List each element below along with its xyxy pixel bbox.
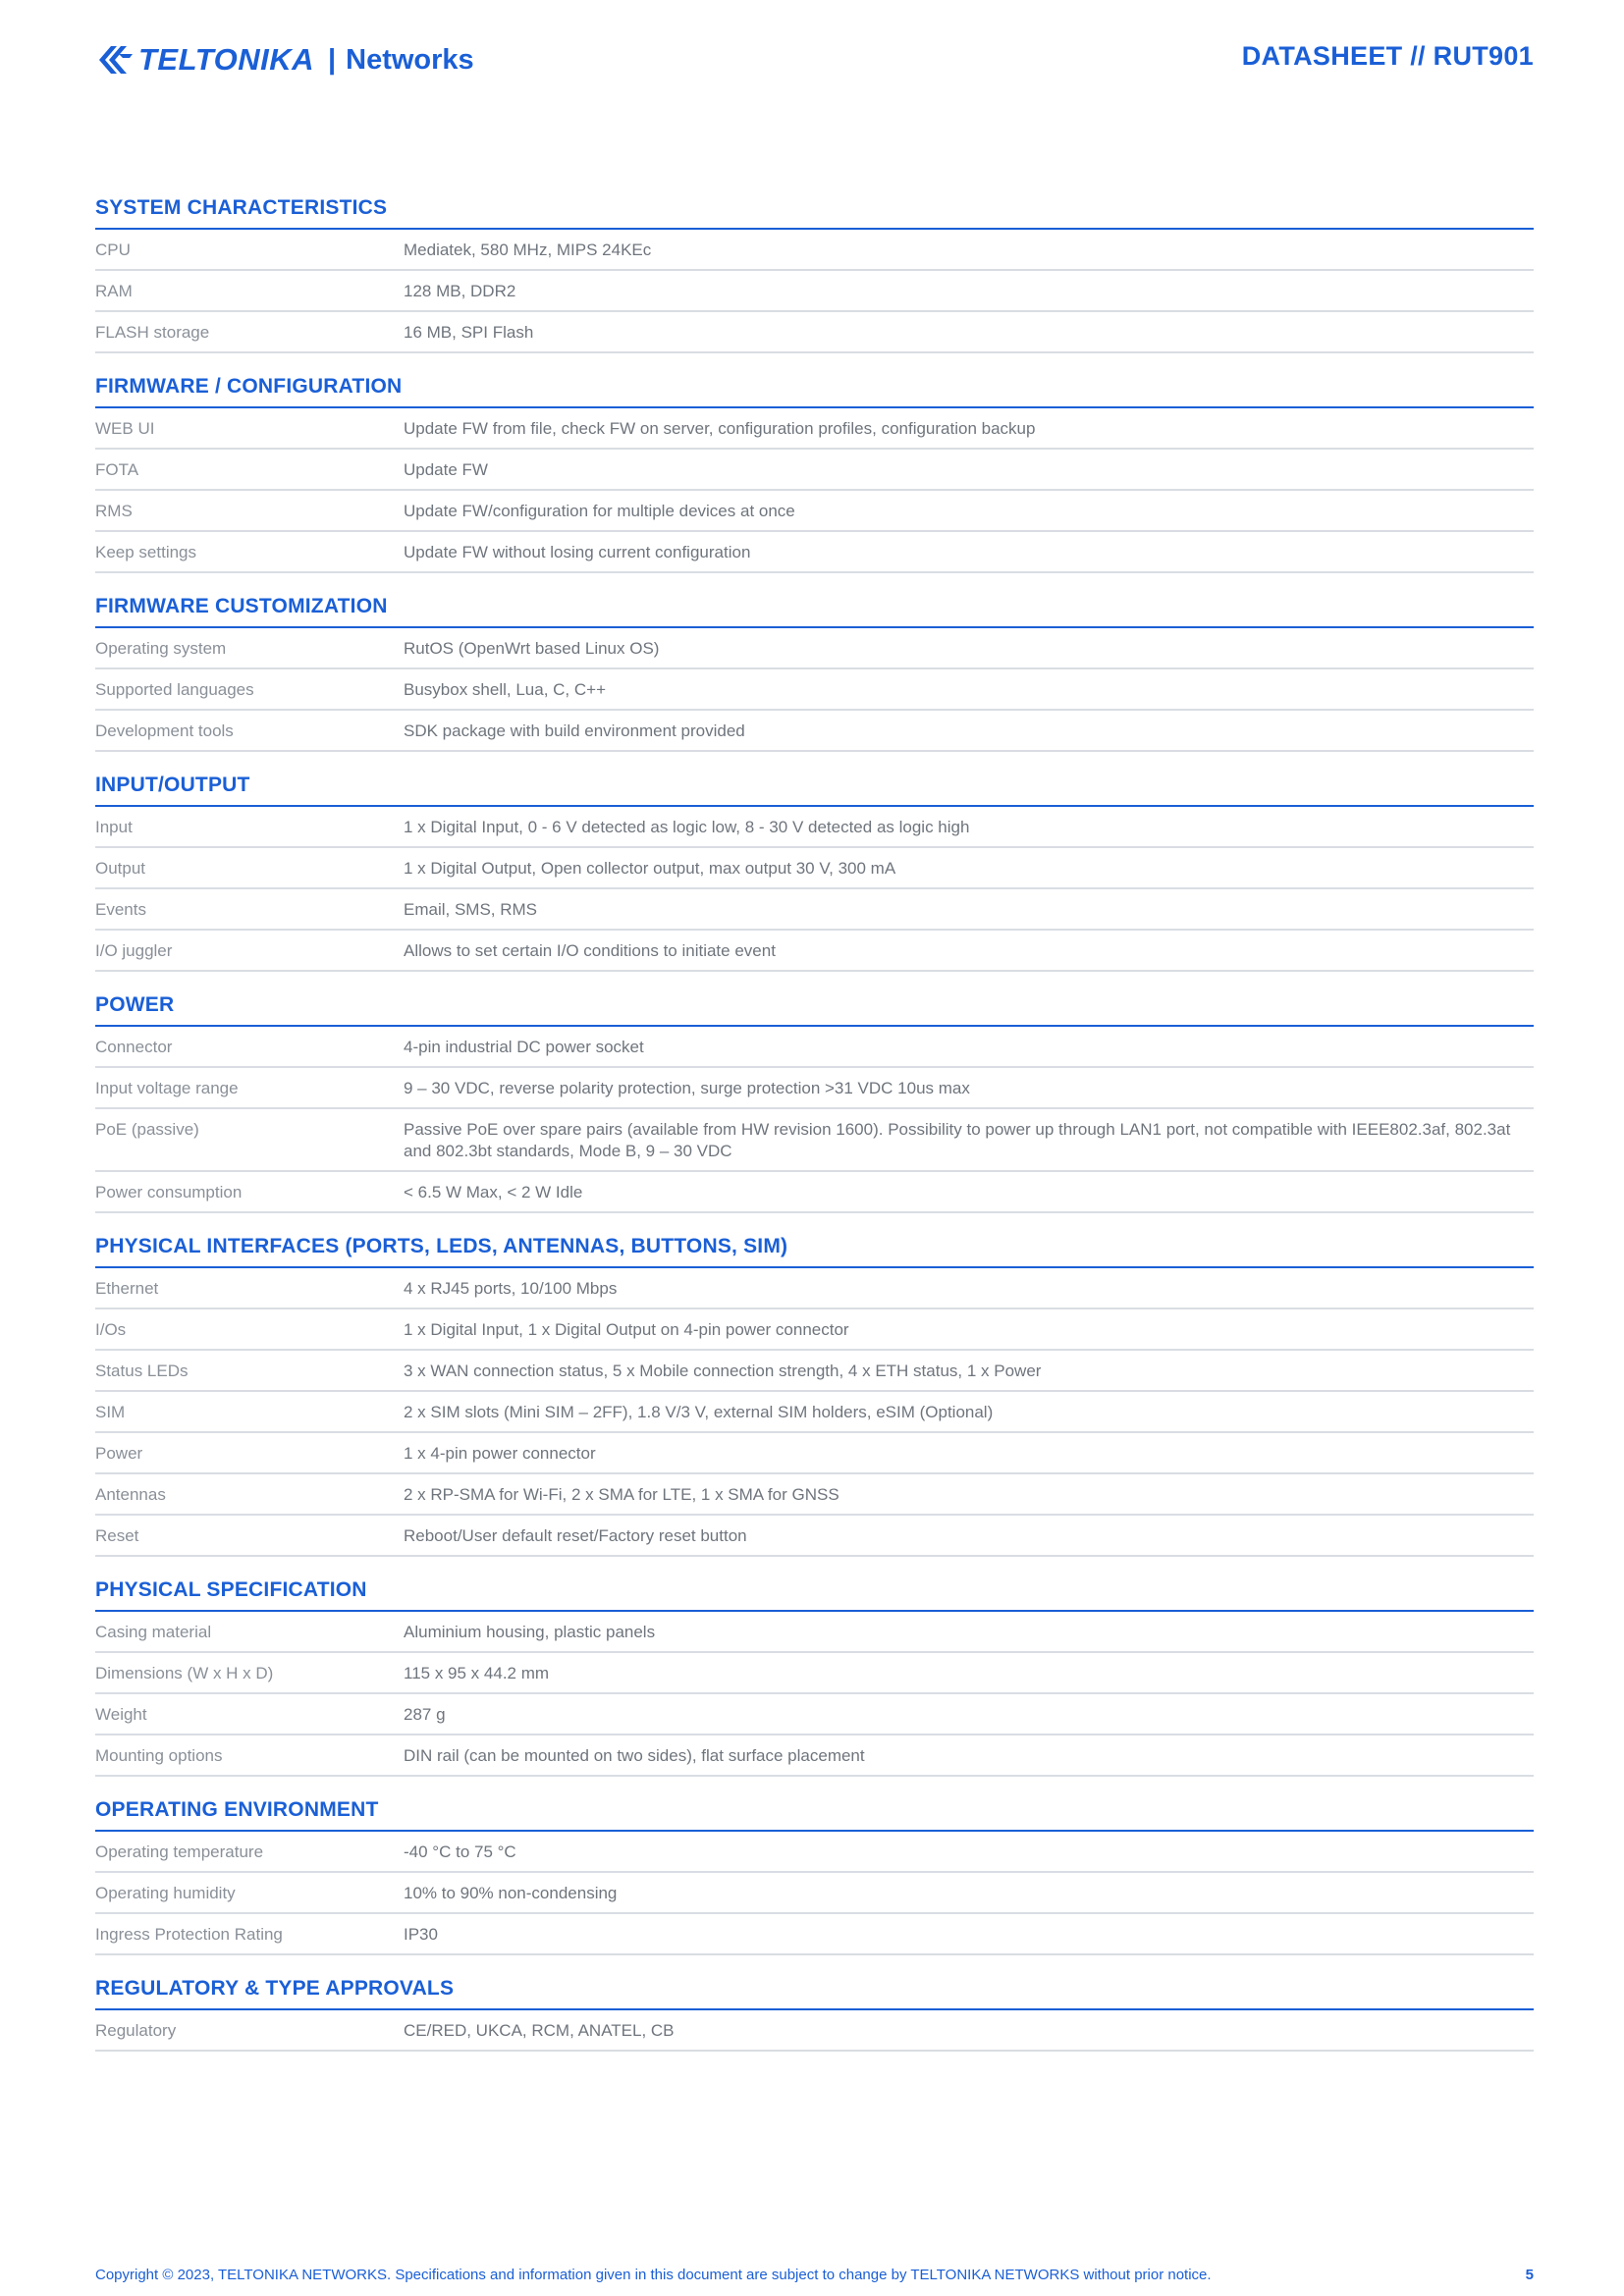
section-title: INPUT/OUTPUT (95, 774, 1534, 807)
spec-section (95, 1578, 1534, 1777)
logo-subtitle: Networks (346, 43, 474, 76)
spec-section (95, 993, 1534, 1213)
logo-separator: | (328, 43, 337, 76)
spec-value: Update FW from file, check FW on server, configuration profiles, configuration backup (404, 419, 1036, 438)
spec-row (95, 1474, 1534, 1516)
spec-row (95, 889, 1534, 931)
spec-row (95, 1873, 1534, 1914)
spec-row (95, 807, 1534, 848)
spec-value: SDK package with build environment provided (404, 721, 745, 740)
spec-value: 4 x RJ45 ports, 10/100 Mbps (404, 1279, 618, 1298)
spec-label: Operating temperature (95, 1842, 264, 1861)
spec-label: Ethernet (95, 1279, 159, 1298)
spec-row (95, 1433, 1534, 1474)
spec-label: Connector (95, 1038, 173, 1056)
spec-section (95, 196, 1534, 353)
section-title: FIRMWARE / CONFIGURATION (95, 375, 1534, 408)
spec-row (95, 230, 1534, 271)
spec-value: RutOS (OpenWrt based Linux OS) (404, 639, 660, 658)
spec-label: Regulatory (95, 2021, 177, 2040)
spec-value: 2 x RP-SMA for Wi-Fi, 2 x SMA for LTE, 1 x SMA for GNSS (404, 1485, 839, 1504)
spec-row (95, 532, 1534, 573)
spec-row (95, 1027, 1534, 1068)
spec-label: SIM (95, 1403, 126, 1421)
spec-label: Operating system (95, 639, 227, 658)
spec-row (95, 312, 1534, 353)
page-number: 5 (1525, 2267, 1534, 2283)
spec-label: Supported languages (95, 680, 254, 699)
spec-section (95, 1798, 1534, 1955)
spec-row (95, 450, 1534, 491)
spec-value: DIN rail (can be mounted on two sides), flat surface placement (404, 1746, 865, 1765)
spec-label: Input (95, 818, 133, 836)
spec-row (95, 491, 1534, 532)
spec-label: Casing material (95, 1623, 212, 1641)
spec-section (95, 375, 1534, 573)
spec-row (95, 1735, 1534, 1777)
copyright-notice: Copyright © 2023, TELTONIKA NETWORKS. Specifications and information given in this document are subject to change by TELTONIKA NETWORKS without prior notice. (95, 2267, 1212, 2283)
spec-row (95, 271, 1534, 312)
spec-value: 2 x SIM slots (Mini SIM – 2FF), 1.8 V/3 V, external SIM holders, eSIM (Optional) (404, 1403, 994, 1421)
spec-row (95, 408, 1534, 450)
spec-label: Keep settings (95, 543, 197, 561)
spec-row (95, 1172, 1534, 1213)
spec-label: I/O juggler (95, 941, 173, 960)
spec-label: Ingress Protection Rating (95, 1925, 283, 1944)
spec-value: 3 x WAN connection status, 5 x Mobile connection strength, 4 x ETH status, 1 x Power (404, 1362, 1042, 1380)
spec-value: Reboot/User default reset/Factory reset button (404, 1526, 747, 1545)
spec-value: Email, SMS, RMS (404, 900, 538, 919)
spec-value: 1 x 4-pin power connector (404, 1444, 596, 1463)
spec-value: Passive PoE over spare pairs (available from HW revision 1600). Possibility to power up through LAN1 port, not compatible with IEEE802.3af, 802.3at and 802.3bt standards, Mode B, 9 – 30 VDC (404, 1120, 1511, 1160)
page-header (95, 35, 1534, 84)
teltonika-logo (95, 35, 474, 84)
spec-row (95, 1694, 1534, 1735)
spec-row (95, 1109, 1534, 1172)
spec-value: Update FW (404, 460, 488, 479)
section-title: REGULATORY & TYPE APPROVALS (95, 1977, 1534, 2010)
spec-label: Output (95, 859, 146, 878)
spec-label: Power consumption (95, 1183, 243, 1201)
spec-section (95, 1235, 1534, 1557)
spec-value: Allows to set certain I/O conditions to initiate event (404, 941, 776, 960)
section-title: PHYSICAL SPECIFICATION (95, 1578, 1534, 1612)
spec-label: Input voltage range (95, 1079, 239, 1097)
spec-row (95, 628, 1534, 669)
spec-value: Mediatek, 580 MHz, MIPS 24KEc (404, 240, 652, 259)
spec-row (95, 1832, 1534, 1873)
section-title: OPERATING ENVIRONMENT (95, 1798, 1534, 1832)
spec-section (95, 595, 1534, 752)
section-title: PHYSICAL INTERFACES (PORTS, LEDS, ANTENNAS, BUTTONS, SIM) (95, 1235, 1534, 1268)
spec-value: 287 g (404, 1705, 446, 1724)
spec-row (95, 1392, 1534, 1433)
spec-label: Antennas (95, 1485, 166, 1504)
spec-content (95, 196, 1534, 2073)
spec-value: 128 MB, DDR2 (404, 282, 516, 300)
logo-text: TELTONIKA (138, 42, 315, 77)
spec-section (95, 774, 1534, 972)
section-title: POWER (95, 993, 1534, 1027)
spec-value: Update FW/configuration for multiple devices at once (404, 502, 795, 520)
spec-row (95, 711, 1534, 752)
spec-label: Status LEDs (95, 1362, 189, 1380)
spec-label: Power (95, 1444, 143, 1463)
spec-row (95, 1351, 1534, 1392)
spec-label: FOTA (95, 460, 139, 479)
spec-value: Update FW without losing current configuration (404, 543, 751, 561)
spec-label: Mounting options (95, 1746, 223, 1765)
spec-label: Dimensions (W x H x D) (95, 1664, 274, 1682)
spec-label: CPU (95, 240, 131, 259)
spec-value: 10% to 90% non-condensing (404, 1884, 618, 1902)
spec-value: 1 x Digital Input, 1 x Digital Output on 4-pin power connector (404, 1320, 849, 1339)
spec-value: 9 – 30 VDC, reverse polarity protection, surge protection >31 VDC 10us max (404, 1079, 970, 1097)
spec-row (95, 931, 1534, 972)
spec-row (95, 2010, 1534, 2052)
spec-row (95, 848, 1534, 889)
spec-label: PoE (passive) (95, 1120, 199, 1139)
spec-value: Busybox shell, Lua, C, C++ (404, 680, 607, 699)
spec-value: Aluminium housing, plastic panels (404, 1623, 656, 1641)
spec-label: WEB UI (95, 419, 155, 438)
spec-value: 115 x 95 x 44.2 mm (404, 1664, 550, 1682)
spec-value: < 6.5 W Max, < 2 W Idle (404, 1183, 583, 1201)
spec-row (95, 669, 1534, 711)
spec-label: FLASH storage (95, 323, 210, 342)
spec-value: 4-pin industrial DC power socket (404, 1038, 644, 1056)
document-title: DATASHEET // RUT901 (1241, 41, 1534, 71)
spec-section (95, 1977, 1534, 2052)
spec-label: Reset (95, 1526, 139, 1545)
spec-label: RAM (95, 282, 133, 300)
spec-value: 16 MB, SPI Flash (404, 323, 534, 342)
spec-label: RMS (95, 502, 133, 520)
spec-row (95, 1309, 1534, 1351)
spec-value: IP30 (404, 1925, 438, 1944)
section-title: FIRMWARE CUSTOMIZATION (95, 595, 1534, 628)
spec-label: I/Os (95, 1320, 127, 1339)
spec-value: 1 x Digital Output, Open collector output, max output 30 V, 300 mA (404, 859, 896, 878)
spec-row (95, 1268, 1534, 1309)
spec-value: 1 x Digital Input, 0 - 6 V detected as logic low, 8 - 30 V detected as logic high (404, 818, 970, 836)
spec-label: Development tools (95, 721, 234, 740)
section-title: SYSTEM CHARACTERISTICS (95, 196, 1534, 230)
spec-row (95, 1068, 1534, 1109)
spec-row (95, 1914, 1534, 1955)
spec-row (95, 1612, 1534, 1653)
spec-label: Events (95, 900, 146, 919)
spec-value: -40 °C to 75 °C (404, 1842, 516, 1861)
teltonika-mark-icon (95, 40, 135, 80)
spec-label: Weight (95, 1705, 147, 1724)
spec-label: Operating humidity (95, 1884, 236, 1902)
spec-row (95, 1653, 1534, 1694)
spec-value: CE/RED, UKCA, RCM, ANATEL, CB (404, 2021, 675, 2040)
spec-row (95, 1516, 1534, 1557)
